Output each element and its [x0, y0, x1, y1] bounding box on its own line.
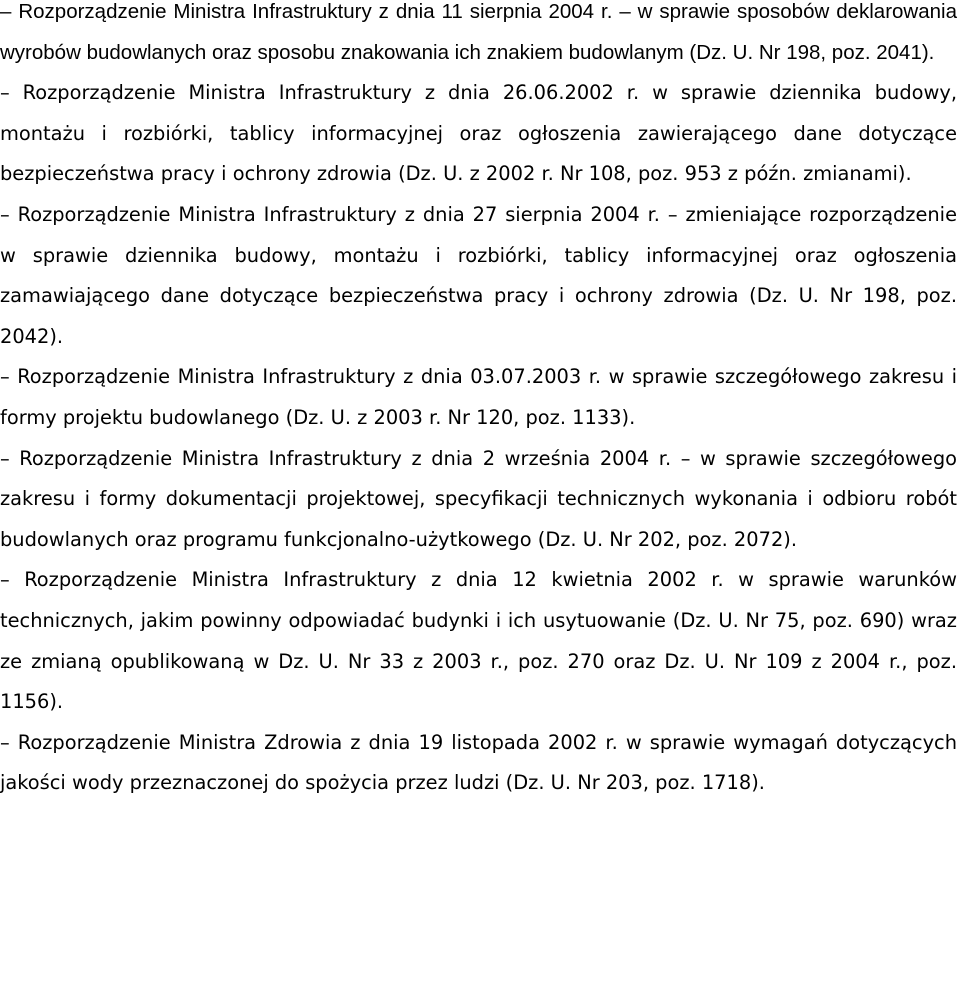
regulation-item-3: – Rozporządzenie Ministra Infrastruktury z dnia 27 sierpnia 2004 r. – zmieniające rozporządzenie w sprawie dziennika budowy, montażu i rozbiórki, tablicy informacyjnej oraz ogłoszenia zamawiającego dane dotyczące bezpieczeństwa pracy i ochrony zdrowia (Dz. U. Nr 198, poz. 2042). — [0, 202, 957, 348]
regulation-item-5: – Rozporządzenie Ministra Infrastruktury z dnia 2 września 2004 r. – w sprawie szczegółowego zakresu i formy dokumentacji projektowej, specyfikacji technicznych wykonania i odbioru robót budowlanych oraz programu funkcjonalno-użytkowego (Dz. U. Nr 202, poz. 2072). — [0, 446, 957, 551]
regulation-item-2: – Rozporządzenie Ministra Infrastruktury z dnia 26.06.2002 r. w sprawie dziennika budowy, montażu i rozbiórki, tablicy informacyjnej oraz ogłoszenia zawierającego dane dotyczące bezpieczeństwa pracy i ochrony zdrowia (Dz. U. z 2002 r. Nr 108, poz. 953 z późn. zmianami). — [0, 81, 957, 186]
regulation-item-4: – Rozporządzenie Ministra Infrastruktury z dnia 03.07.2003 r. w sprawie szczegółowego zakresu i formy projektu budowlanego (Dz. U. z 2003 r. Nr 120, poz. 1133). — [0, 365, 957, 429]
regulation-item-7: – Rozporządzenie Ministra Zdrowia z dnia 19 listopada 2002 r. w sprawie wymagań dotyczących jakości wody przeznaczonej do spożycia przez ludzi (Dz. U. Nr 203, poz. 1718). — [0, 730, 957, 795]
regulation-item-6: – Rozporządzenie Ministra Infrastruktury z dnia 12 kwietnia 2002 r. w sprawie warunków technicznych, jakim powinny odpowiadać budynki i ich usytuowanie (Dz. U. Nr 75, poz. 690) wraz ze zmianą opublikowaną w Dz. U. Nr 33 z 2003 r., poz. 270 oraz Dz. U. Nr 109 z 2004 r., poz. 1156). — [0, 568, 957, 714]
regulation-item-1: – Rozporządzenie Ministra Infrastruktury z dnia 11 sierpnia 2004 r. – w sprawie sposobów deklarowania wyrobów budowlanych oraz sposobu znakowania ich znakiem budowlanym (Dz. U. Nr 198, poz. 2041). — [0, 0, 957, 64]
